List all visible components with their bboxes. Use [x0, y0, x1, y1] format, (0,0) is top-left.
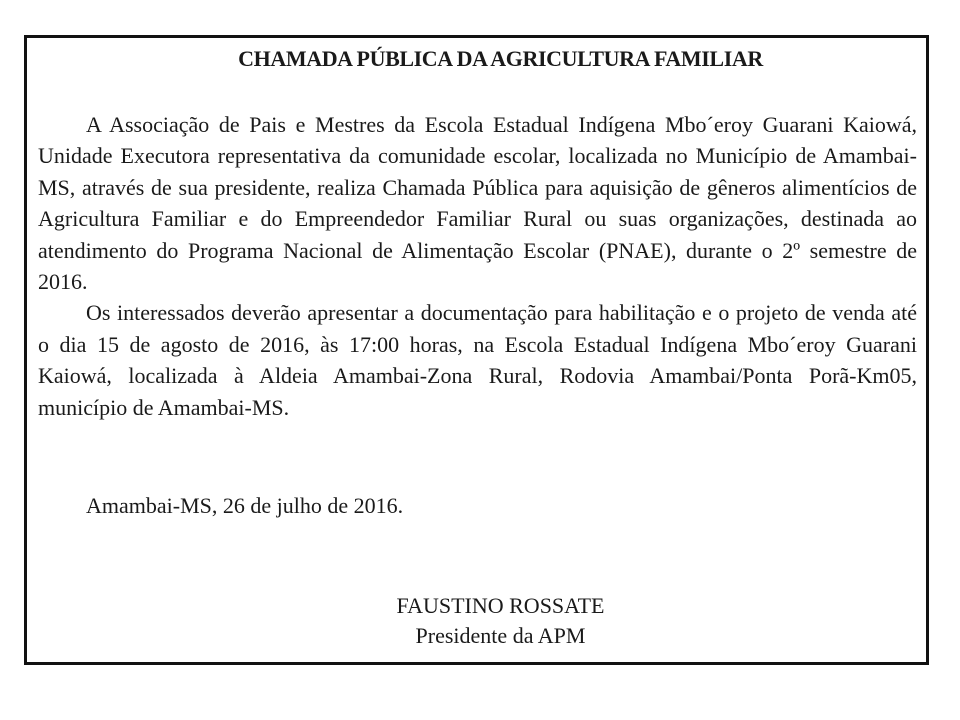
signatory-name: FAUSTINO ROSSATE	[396, 593, 605, 618]
dateline: Amambai-MS, 26 de julho de 2016.	[86, 493, 404, 518]
paragraph-instructions: Os interessados deverão apresentar a documentação para habilitação e o projeto de venda até o dia 15 de agosto de 2016, às 17:00 horas, na Escola Estadual Indígena Mbo´eroy Guarani Kaiowá, localizada à Aldeia Amambai-Zona Rural, Rodovia Amambai/Ponta Porã-Km05, município de Amambai-MS.	[38, 300, 917, 420]
notice-body	[38, 109, 917, 423]
signatory-role: Presidente da APM	[415, 623, 586, 648]
notice-frame	[24, 35, 929, 665]
signature-block	[27, 591, 926, 651]
paragraph-announcement: A Associação de Pais e Mestres da Escola Estadual Indígena Mbo´eroy Guarani Kaiowá, Unidade Executora representativa da comunidade escolar, localizada no Município de Amambai-MS, através de sua presidente, realiza Chamada Pública para aquisição de gêneros alimentícios de Agricultura Familiar e do Empreendedor Familiar Rural ou suas organizações, destinada ao atendimento do Programa Nacional de Alimentação Escolar (PNAE), durante o 2º semestre de 2016.	[38, 112, 917, 295]
notice-title: CHAMADA PÚBLICA DA AGRICULTURA FAMILIAR	[238, 46, 763, 71]
